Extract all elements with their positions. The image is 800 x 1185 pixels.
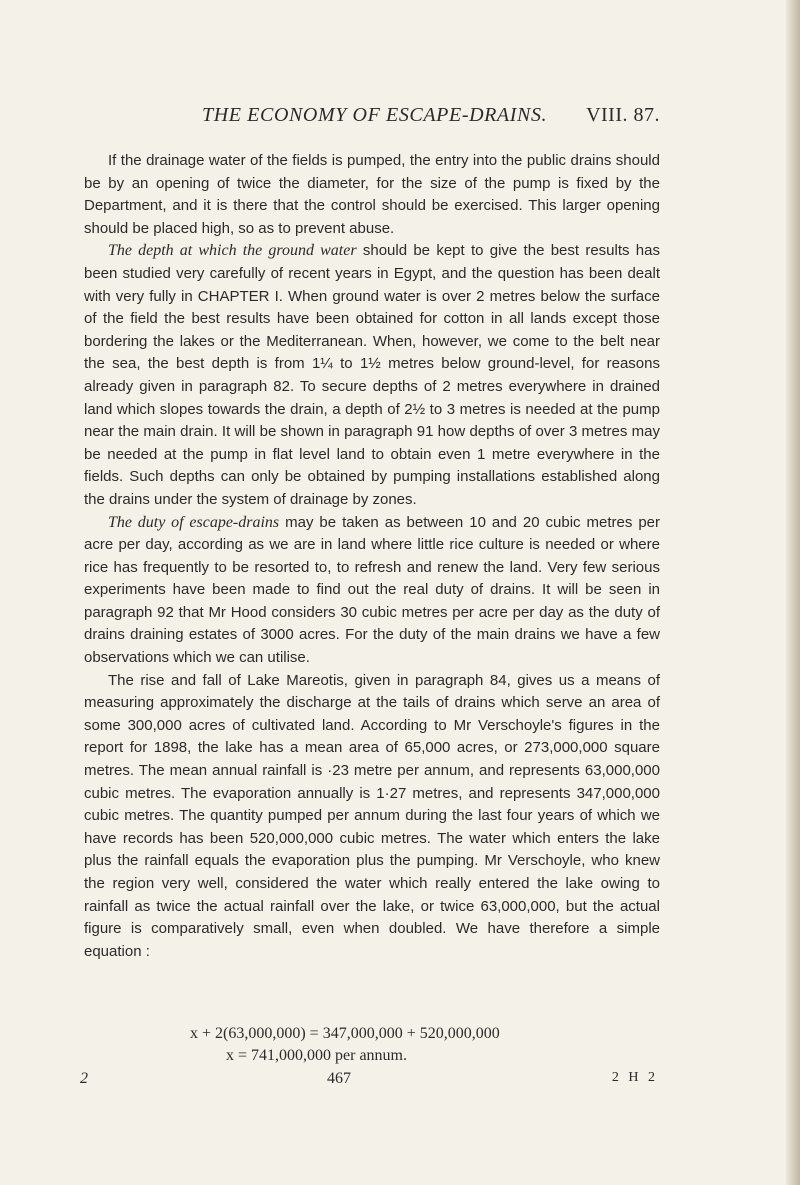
paragraph-text: The rise and fall of Lake Mareotis, given in paragraph 84, gives us a means of measuring approximately the discharge at the tails of drains which serve an area of some 300,000 acres of cultivated land. According to Mr Verschoyle's figures in the report for 1898, the lake has a mean area of 65,000 acres, or 273,000,000 square metres. The mean annual rainfall is ·23 metre per annum, and represents 63,000,000 cubic metres. The evaporation annually is 1·27 metres, and represents 347,000,000 cubic metres. The quantity pumped per annum during the last four years of which we have records has been 520,000,000 cubic metres. The water which enters the lake plus the rainfall equals the evaporation plus the pumping. Mr Verschoyle, who knew the region very well, considered the water which really entered the lake owing to rainfall as twice the actual rainfall over the lake, or twice 63,000,000, but the actual figure is comparatively small, even when doubled. We have therefore a simple equation : (84, 671, 660, 960)
paragraph (84, 150, 660, 240)
paragraph-lead: The depth at which the ground water (108, 242, 357, 260)
paragraph-lead: The duty of escape-drains (108, 513, 280, 531)
body-text (84, 150, 660, 963)
paragraph-text: If the drainage water of the fields is pumped, the entry into the public drains should be by an opening of twice the diameter, for the size of the pump is fixed by the Department, and it is there that the control should be exercised. This larger opening should be placed high, so as to prevent abuse. (84, 152, 660, 237)
paragraph (84, 240, 660, 511)
paragraph (84, 670, 660, 964)
sheet-marker: 2 H 2 (611, 1070, 658, 1085)
paragraph-text: may be taken as between 10 and 20 cubic metres per acre per day, according as we are in land where little rice culture is needed or where rice has frequently to be resorted to, to refresh and renew the land. Very few serious experiments have been made to find out the real duty of drains. It will be seen in paragraph 92 that Mr Hood considers 30 cubic metres per acre per day as the duty of drains draining estates of 3000 acres. For the duty of the main drains we have a few observations which we can utilise. (84, 513, 660, 667)
section-page-ref: VIII. 87. (586, 104, 660, 126)
signature-mark: 2 (80, 1070, 88, 1087)
equation-line: x + 2(63,000,000) = 347,000,000 + 520,000,000 (190, 1025, 500, 1042)
paragraph-text: should be kept to give the best results has been studied very carefully of recent years in Egypt, and the question has been dealt with very fully in CHAPTER I. When ground water is over 2 metres below the surface of the field the best results have been obtained for cotton in all lands except those bordering the lakes or the Mediterranean. When, however, we come to the belt near the sea, the best depth is from 1¼ to 1½ metres below ground-level, for reasons already given in paragraph 82. To secure depths of 2 metres everywhere in drained land which slopes towards the drain, a depth of 2½ to 3 metres is needed at the pump near the main drain. It will be shown in paragraph 91 how depths of over 3 metres may be needed at the pump in flat level land to obtain even 1 metre everywhere in the fields. Such depths can only be obtained by pumping installations established along the drains under the system of drainage by zones. (84, 242, 660, 508)
page-binding-edge (786, 0, 800, 1185)
page-footer (80, 1070, 660, 1094)
running-header (112, 104, 660, 134)
page-number: 467 (327, 1070, 351, 1087)
paragraph (84, 512, 660, 670)
equation-line: x = 741,000,000 per annum. (226, 1047, 407, 1064)
running-title: THE ECONOMY OF ESCAPE-DRAINS. (202, 104, 548, 126)
